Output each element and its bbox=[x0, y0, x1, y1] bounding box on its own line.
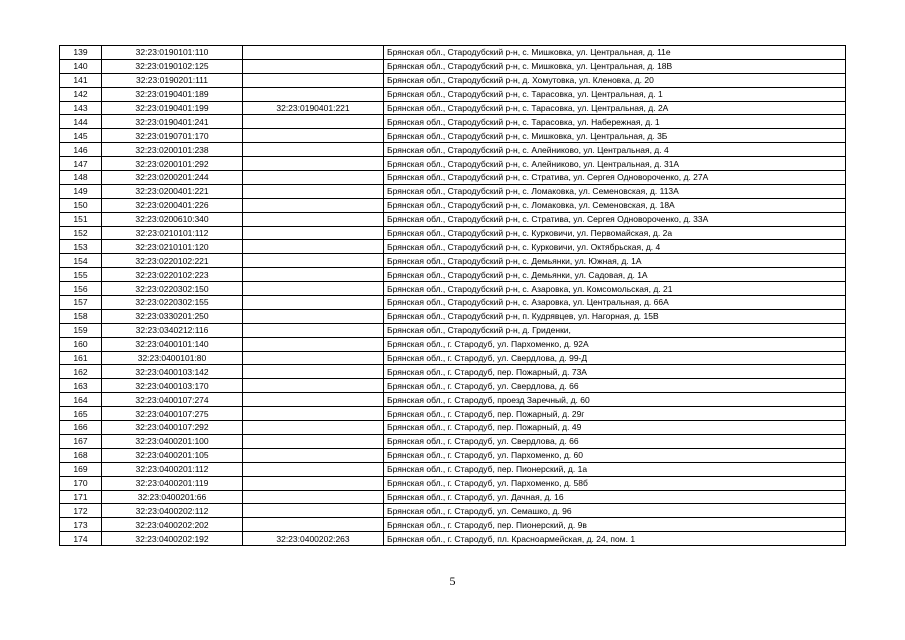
previous-cadastral-number-cell bbox=[243, 518, 384, 532]
row-number-cell: 157 bbox=[60, 296, 102, 310]
address-cell: Брянская обл., г. Стародуб, ул. Пархоменко, д. 92А bbox=[384, 337, 846, 351]
row-number-cell: 160 bbox=[60, 337, 102, 351]
table-row bbox=[60, 268, 846, 282]
table-row bbox=[60, 337, 846, 351]
address-cell: Брянская обл., Стародубский р-н, с. Стратива, ул. Сергея Одновороченко, д. 27А bbox=[384, 171, 846, 185]
table-row bbox=[60, 87, 846, 101]
row-number-cell: 168 bbox=[60, 448, 102, 462]
table-row bbox=[60, 296, 846, 310]
row-number-cell: 159 bbox=[60, 323, 102, 337]
previous-cadastral-number-cell bbox=[243, 421, 384, 435]
previous-cadastral-number-cell bbox=[243, 365, 384, 379]
table-body bbox=[60, 46, 846, 546]
address-cell: Брянская обл., г. Стародуб, ул. Свердлова, д. 99-Д bbox=[384, 351, 846, 365]
address-cell: Брянская обл., г. Стародуб, проезд Заречный, д. 60 bbox=[384, 393, 846, 407]
cadastral-number-cell: 32:23:0330201:250 bbox=[102, 309, 243, 323]
row-number-cell: 150 bbox=[60, 198, 102, 212]
previous-cadastral-number-cell bbox=[243, 407, 384, 421]
address-cell: Брянская обл., Стародубский р-н, с. Демьянки, ул. Садовая, д. 1А bbox=[384, 268, 846, 282]
table-row bbox=[60, 448, 846, 462]
table-row bbox=[60, 143, 846, 157]
row-number-cell: 149 bbox=[60, 184, 102, 198]
address-cell: Брянская обл., г. Стародуб, ул. Пархоменко, д. 60 bbox=[384, 448, 846, 462]
cadastral-number-cell: 32:23:0400201:105 bbox=[102, 448, 243, 462]
previous-cadastral-number-cell bbox=[243, 129, 384, 143]
row-number-cell: 170 bbox=[60, 476, 102, 490]
table-row bbox=[60, 490, 846, 504]
previous-cadastral-number-cell bbox=[243, 379, 384, 393]
cadastral-number-cell: 32:23:0400107:275 bbox=[102, 407, 243, 421]
cadastral-number-cell: 32:23:0200610:340 bbox=[102, 212, 243, 226]
table-row bbox=[60, 129, 846, 143]
table-row bbox=[60, 407, 846, 421]
property-registry-table bbox=[59, 45, 846, 546]
row-number-cell: 158 bbox=[60, 309, 102, 323]
row-number-cell: 151 bbox=[60, 212, 102, 226]
cadastral-number-cell: 32:23:0220302:155 bbox=[102, 296, 243, 310]
previous-cadastral-number-cell bbox=[243, 282, 384, 296]
row-number-cell: 140 bbox=[60, 59, 102, 73]
row-number-cell: 148 bbox=[60, 171, 102, 185]
table-row bbox=[60, 171, 846, 185]
table-row bbox=[60, 323, 846, 337]
previous-cadastral-number-cell bbox=[243, 115, 384, 129]
previous-cadastral-number-cell bbox=[243, 351, 384, 365]
cadastral-number-cell: 32:23:0190101:110 bbox=[102, 46, 243, 60]
cadastral-number-cell: 32:23:0190701:170 bbox=[102, 129, 243, 143]
previous-cadastral-number-cell bbox=[243, 309, 384, 323]
table-row bbox=[60, 309, 846, 323]
table-row bbox=[60, 532, 846, 546]
row-number-cell: 169 bbox=[60, 462, 102, 476]
address-cell: Брянская обл., г. Стародуб, пер. Пожарный, д. 49 bbox=[384, 421, 846, 435]
previous-cadastral-number-cell bbox=[243, 226, 384, 240]
row-number-cell: 143 bbox=[60, 101, 102, 115]
row-number-cell: 161 bbox=[60, 351, 102, 365]
address-cell: Брянская обл., Стародубский р-н, с. Стратива, ул. Сергея Одновороченко, д. 33А bbox=[384, 212, 846, 226]
address-cell: Брянская обл., г. Стародуб, ул. Семашко, д. 96 bbox=[384, 504, 846, 518]
address-cell: Брянская обл., Стародубский р-н, с. Мишковка, ул. Центральная, д. 3Б bbox=[384, 129, 846, 143]
address-cell: Брянская обл., г. Стародуб, ул. Свердлова, д. 66 bbox=[384, 434, 846, 448]
row-number-cell: 167 bbox=[60, 434, 102, 448]
previous-cadastral-number-cell bbox=[243, 268, 384, 282]
address-cell: Брянская обл., Стародубский р-н, с. Курковичи, ул. Первомайская, д. 2а bbox=[384, 226, 846, 240]
table-row bbox=[60, 115, 846, 129]
previous-cadastral-number-cell bbox=[243, 337, 384, 351]
previous-cadastral-number-cell bbox=[243, 476, 384, 490]
cadastral-number-cell: 32:23:0200401:221 bbox=[102, 184, 243, 198]
table-row bbox=[60, 393, 846, 407]
cadastral-number-cell: 32:23:0200101:238 bbox=[102, 143, 243, 157]
table-row bbox=[60, 73, 846, 87]
address-cell: Брянская обл., Стародубский р-н, с. Алейниково, ул. Центральная, д. 31А bbox=[384, 157, 846, 171]
address-cell: Брянская обл., Стародубский р-н, с. Демьянки, ул. Южная, д. 1А bbox=[384, 254, 846, 268]
cadastral-number-cell: 32:23:0400201:100 bbox=[102, 434, 243, 448]
previous-cadastral-number-cell bbox=[243, 296, 384, 310]
table-row bbox=[60, 198, 846, 212]
row-number-cell: 141 bbox=[60, 73, 102, 87]
address-cell: Брянская обл., Стародубский р-н, с. Азаровка, ул. Комсомольская, д. 21 bbox=[384, 282, 846, 296]
table-row bbox=[60, 240, 846, 254]
address-cell: Брянская обл., Стародубский р-н, с. Курковичи, ул. Октябрьская, д. 4 bbox=[384, 240, 846, 254]
cadastral-number-cell: 32:23:0200401:226 bbox=[102, 198, 243, 212]
cadastral-number-cell: 32:23:0190401:241 bbox=[102, 115, 243, 129]
table-row bbox=[60, 421, 846, 435]
address-cell: Брянская обл., Стародубский р-н, п. Кудрявцев, ул. Нагорная, д. 15В bbox=[384, 309, 846, 323]
cadastral-number-cell: 32:23:0190201:111 bbox=[102, 73, 243, 87]
table-row bbox=[60, 184, 846, 198]
row-number-cell: 166 bbox=[60, 421, 102, 435]
cadastral-number-cell: 32:23:0200101:292 bbox=[102, 157, 243, 171]
address-cell: Брянская обл., г. Стародуб, пер. Пионерский, д. 1а bbox=[384, 462, 846, 476]
cadastral-number-cell: 32:23:0210101:120 bbox=[102, 240, 243, 254]
address-cell: Брянская обл., Стародубский р-н, с. Тарасовка, ул. Центральная, д. 2А bbox=[384, 101, 846, 115]
cadastral-number-cell: 32:23:0210101:112 bbox=[102, 226, 243, 240]
previous-cadastral-number-cell bbox=[243, 393, 384, 407]
address-cell: Брянская обл., Стародубский р-н, с. Алейниково, ул. Центральная, д. 4 bbox=[384, 143, 846, 157]
page-number: 5 bbox=[449, 574, 456, 588]
cadastral-number-cell: 32:23:0190401:199 bbox=[102, 101, 243, 115]
cadastral-number-cell: 32:23:0340212:116 bbox=[102, 323, 243, 337]
table-row bbox=[60, 157, 846, 171]
previous-cadastral-number-cell bbox=[243, 490, 384, 504]
address-cell: Брянская обл., г. Стародуб, ул. Пархоменко, д. 58б bbox=[384, 476, 846, 490]
previous-cadastral-number-cell bbox=[243, 448, 384, 462]
row-number-cell: 145 bbox=[60, 129, 102, 143]
table-row bbox=[60, 254, 846, 268]
cadastral-number-cell: 32:23:0400201:112 bbox=[102, 462, 243, 476]
previous-cadastral-number-cell bbox=[243, 171, 384, 185]
row-number-cell: 147 bbox=[60, 157, 102, 171]
previous-cadastral-number-cell bbox=[243, 212, 384, 226]
table-row bbox=[60, 212, 846, 226]
previous-cadastral-number-cell bbox=[243, 240, 384, 254]
table-row bbox=[60, 379, 846, 393]
cadastral-number-cell: 32:23:0400103:142 bbox=[102, 365, 243, 379]
table-row bbox=[60, 462, 846, 476]
cadastral-number-cell: 32:23:0190401:189 bbox=[102, 87, 243, 101]
cadastral-number-cell: 32:23:0400107:292 bbox=[102, 421, 243, 435]
address-cell: Брянская обл., г. Стародуб, пер. Пожарный, д. 29г bbox=[384, 407, 846, 421]
row-number-cell: 154 bbox=[60, 254, 102, 268]
row-number-cell: 164 bbox=[60, 393, 102, 407]
address-cell: Брянская обл., Стародубский р-н, с. Тарасовка, ул. Набережная, д. 1 bbox=[384, 115, 846, 129]
row-number-cell: 139 bbox=[60, 46, 102, 60]
table-row bbox=[60, 351, 846, 365]
previous-cadastral-number-cell bbox=[243, 157, 384, 171]
previous-cadastral-number-cell bbox=[243, 254, 384, 268]
table-row bbox=[60, 504, 846, 518]
previous-cadastral-number-cell: 32:23:0190401:221 bbox=[243, 101, 384, 115]
row-number-cell: 152 bbox=[60, 226, 102, 240]
table-row bbox=[60, 59, 846, 73]
address-cell: Брянская обл., г. Стародуб, ул. Дачная, д. 16 bbox=[384, 490, 846, 504]
row-number-cell: 162 bbox=[60, 365, 102, 379]
table-row bbox=[60, 46, 846, 60]
row-number-cell: 174 bbox=[60, 532, 102, 546]
address-cell: Брянская обл., Стародубский р-н, с. Азаровка, ул. Центральная, д. 66А bbox=[384, 296, 846, 310]
table-row bbox=[60, 434, 846, 448]
row-number-cell: 156 bbox=[60, 282, 102, 296]
previous-cadastral-number-cell bbox=[243, 504, 384, 518]
previous-cadastral-number-cell bbox=[243, 184, 384, 198]
row-number-cell: 153 bbox=[60, 240, 102, 254]
address-cell: Брянская обл., Стародубский р-н, с. Ломаковка, ул. Семеновская, д. 18А bbox=[384, 198, 846, 212]
address-cell: Брянская обл., г. Стародуб, пл. Красноармейская, д. 24, пом. 1 bbox=[384, 532, 846, 546]
row-number-cell: 173 bbox=[60, 518, 102, 532]
cadastral-number-cell: 32:23:0220302:150 bbox=[102, 282, 243, 296]
cadastral-number-cell: 32:23:0200201:244 bbox=[102, 171, 243, 185]
row-number-cell: 146 bbox=[60, 143, 102, 157]
row-number-cell: 171 bbox=[60, 490, 102, 504]
cadastral-number-cell: 32:23:0400107:274 bbox=[102, 393, 243, 407]
row-number-cell: 163 bbox=[60, 379, 102, 393]
previous-cadastral-number-cell bbox=[243, 198, 384, 212]
cadastral-number-cell: 32:23:0400202:192 bbox=[102, 532, 243, 546]
cadastral-number-cell: 32:23:0400202:112 bbox=[102, 504, 243, 518]
address-cell: Брянская обл., Стародубский р-н, с. Тарасовка, ул. Центральная, д. 1 bbox=[384, 87, 846, 101]
previous-cadastral-number-cell bbox=[243, 143, 384, 157]
row-number-cell: 165 bbox=[60, 407, 102, 421]
cadastral-number-cell: 32:23:0400202:202 bbox=[102, 518, 243, 532]
cadastral-number-cell: 32:23:0220102:223 bbox=[102, 268, 243, 282]
address-cell: Брянская обл., Стародубский р-н, с. Ломаковка, ул. Семеновская, д. 113А bbox=[384, 184, 846, 198]
table-row bbox=[60, 226, 846, 240]
address-cell: Брянская обл., Стародубский р-н, с. Мишковка, ул. Центральная, д. 18В bbox=[384, 59, 846, 73]
table-row bbox=[60, 101, 846, 115]
previous-cadastral-number-cell bbox=[243, 59, 384, 73]
address-cell: Брянская обл., г. Стародуб, пер. Пионерский, д. 9в bbox=[384, 518, 846, 532]
row-number-cell: 144 bbox=[60, 115, 102, 129]
cadastral-number-cell: 32:23:0400101:80 bbox=[102, 351, 243, 365]
cadastral-number-cell: 32:23:0400103:170 bbox=[102, 379, 243, 393]
previous-cadastral-number-cell bbox=[243, 434, 384, 448]
previous-cadastral-number-cell bbox=[243, 73, 384, 87]
address-cell: Брянская обл., г. Стародуб, пер. Пожарный, д. 73А bbox=[384, 365, 846, 379]
cadastral-number-cell: 32:23:0190102:125 bbox=[102, 59, 243, 73]
row-number-cell: 142 bbox=[60, 87, 102, 101]
address-cell: Брянская обл., Стародубский р-н, д. Гриденки, bbox=[384, 323, 846, 337]
table-row bbox=[60, 476, 846, 490]
address-cell: Брянская обл., Стародубский р-н, д. Хомутовка, ул. Кленовка, д. 20 bbox=[384, 73, 846, 87]
previous-cadastral-number-cell bbox=[243, 46, 384, 60]
cadastral-number-cell: 32:23:0400201:66 bbox=[102, 490, 243, 504]
row-number-cell: 155 bbox=[60, 268, 102, 282]
table-row bbox=[60, 282, 846, 296]
address-cell: Брянская обл., г. Стародуб, ул. Свердлова, д. 66 bbox=[384, 379, 846, 393]
previous-cadastral-number-cell bbox=[243, 323, 384, 337]
cadastral-number-cell: 32:23:0220102:221 bbox=[102, 254, 243, 268]
cadastral-number-cell: 32:23:0400201:119 bbox=[102, 476, 243, 490]
row-number-cell: 172 bbox=[60, 504, 102, 518]
address-cell: Брянская обл., Стародубский р-н, с. Мишковка, ул. Центральная, д. 11е bbox=[384, 46, 846, 60]
table-row bbox=[60, 518, 846, 532]
previous-cadastral-number-cell bbox=[243, 87, 384, 101]
previous-cadastral-number-cell bbox=[243, 462, 384, 476]
cadastral-number-cell: 32:23:0400101:140 bbox=[102, 337, 243, 351]
previous-cadastral-number-cell: 32:23:0400202:263 bbox=[243, 532, 384, 546]
table-row bbox=[60, 365, 846, 379]
